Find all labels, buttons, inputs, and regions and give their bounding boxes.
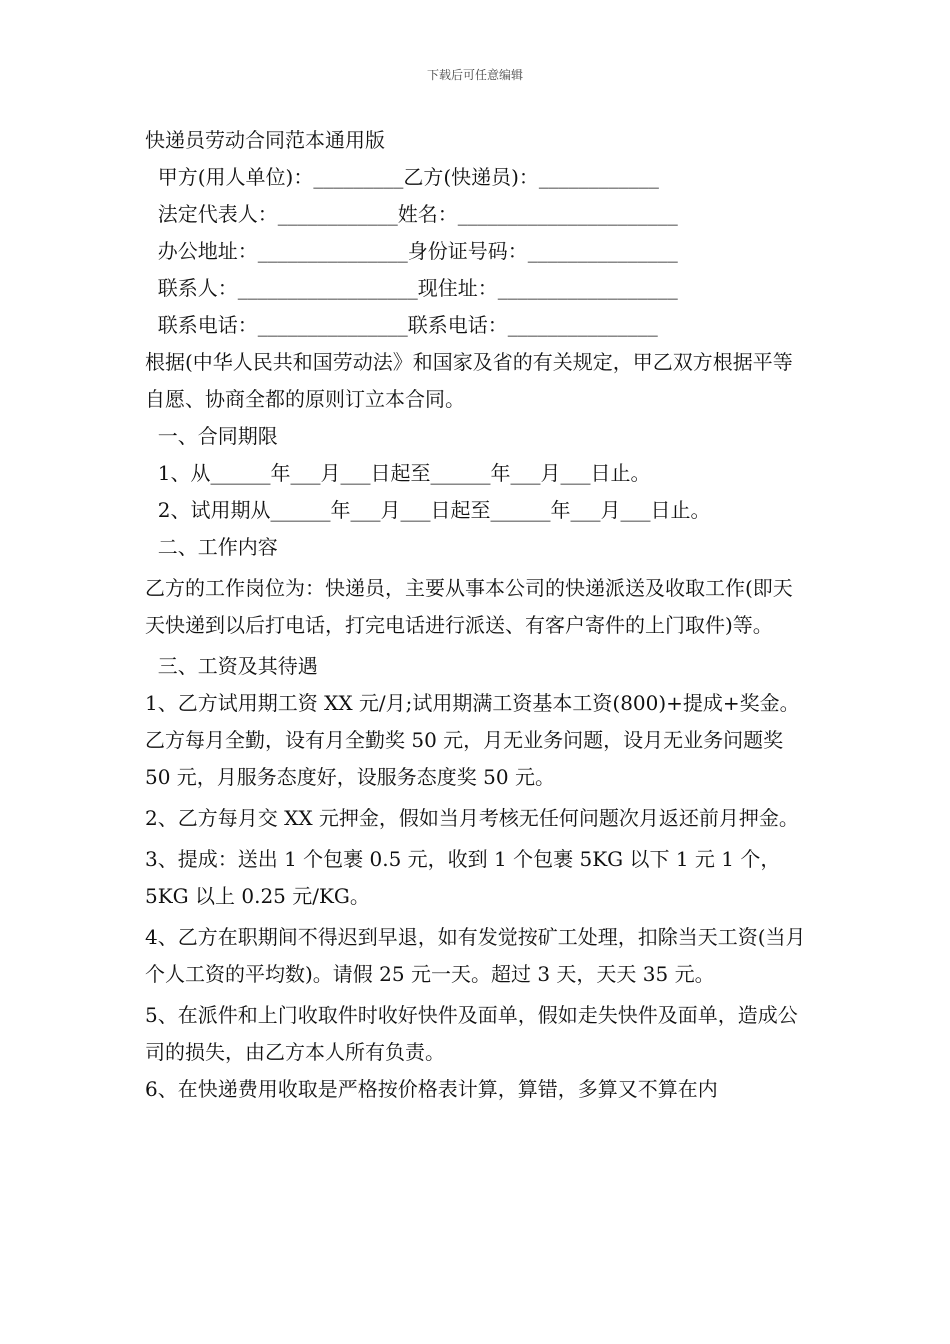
party-fields-line: 办公地址：_______________身份证号码：_______________ [145, 239, 678, 263]
party-fields-line: 联系人：__________________现住址：__________________ [145, 276, 678, 300]
section-heading: 一、合同期限 [145, 424, 278, 448]
salary-item: 3、提成：送出 1 个包裹 0.5 元，收到 1 个包裹 5KG 以下 1 元 1 个，5KG 以上 0.25 元/KG。 [145, 847, 781, 908]
section-heading: 二、工作内容 [145, 535, 278, 559]
salary-item: 6、在快递费用收取是严格按价格表计算，算错，多算又不算在内 [145, 1077, 718, 1101]
document-title: 快递员劳动合同范本通用版 [145, 128, 385, 152]
party-fields-line: 联系电话：_______________联系电话：_______________ [145, 313, 658, 337]
page-header: 下载后可任意编辑 [426, 68, 523, 82]
intro-paragraph: 根据(中华人民共和国劳动法》和国家及省的有关规定，甲乙双方根据平等自愿、协商全都的原则订立本合同。 [145, 350, 793, 411]
party-fields-line: 甲方(用人单位)：_________乙方(快递员)：____________ [145, 165, 659, 189]
term-item: 1、从______年___月___日起至______年___月___日止。 [145, 461, 651, 485]
party-fields-line: 法定代表人：____________姓名：______________________ [145, 202, 678, 226]
salary-item: 5、在派件和上门收取件时收好快件及面单，假如走失快件及面单，造成公司的损失，由乙方本人所有负责。 [145, 1003, 798, 1064]
contract-document [145, 122, 810, 1108]
salary-item: 4、乙方在职期间不得迟到早退，如有发觉按矿工处理，扣除当天工资(当月个人工资的平均数)。请假 25 元一天。超过 3 天，天天 35 元。 [145, 925, 806, 986]
salary-item: 2、乙方每月交 XX 元押金，假如当月考核无任何问题次月返还前月押金。 [145, 806, 799, 830]
work-content-paragraph: 乙方的工作岗位为：快递员，主要从事本公司的快递派送及收取工作(即天天快递到以后打电话，打完电话进行派送、有客户寄件的上门取件)等。 [145, 576, 793, 637]
salary-item: 1、乙方试用期工资 XX 元/月;试用期满工资基本工资(800)+提成+奖金。乙方每月全勤，设有月全勤奖 50 元，月无业务问题，设月无业务问题奖 50 元，月服务态度好，设服务态度奖 50 元。 [145, 691, 800, 789]
term-item: 2、试用期从______年___月___日起至______年___月___日止。 [145, 498, 711, 522]
section-heading: 三、工资及其待遇 [145, 654, 318, 678]
